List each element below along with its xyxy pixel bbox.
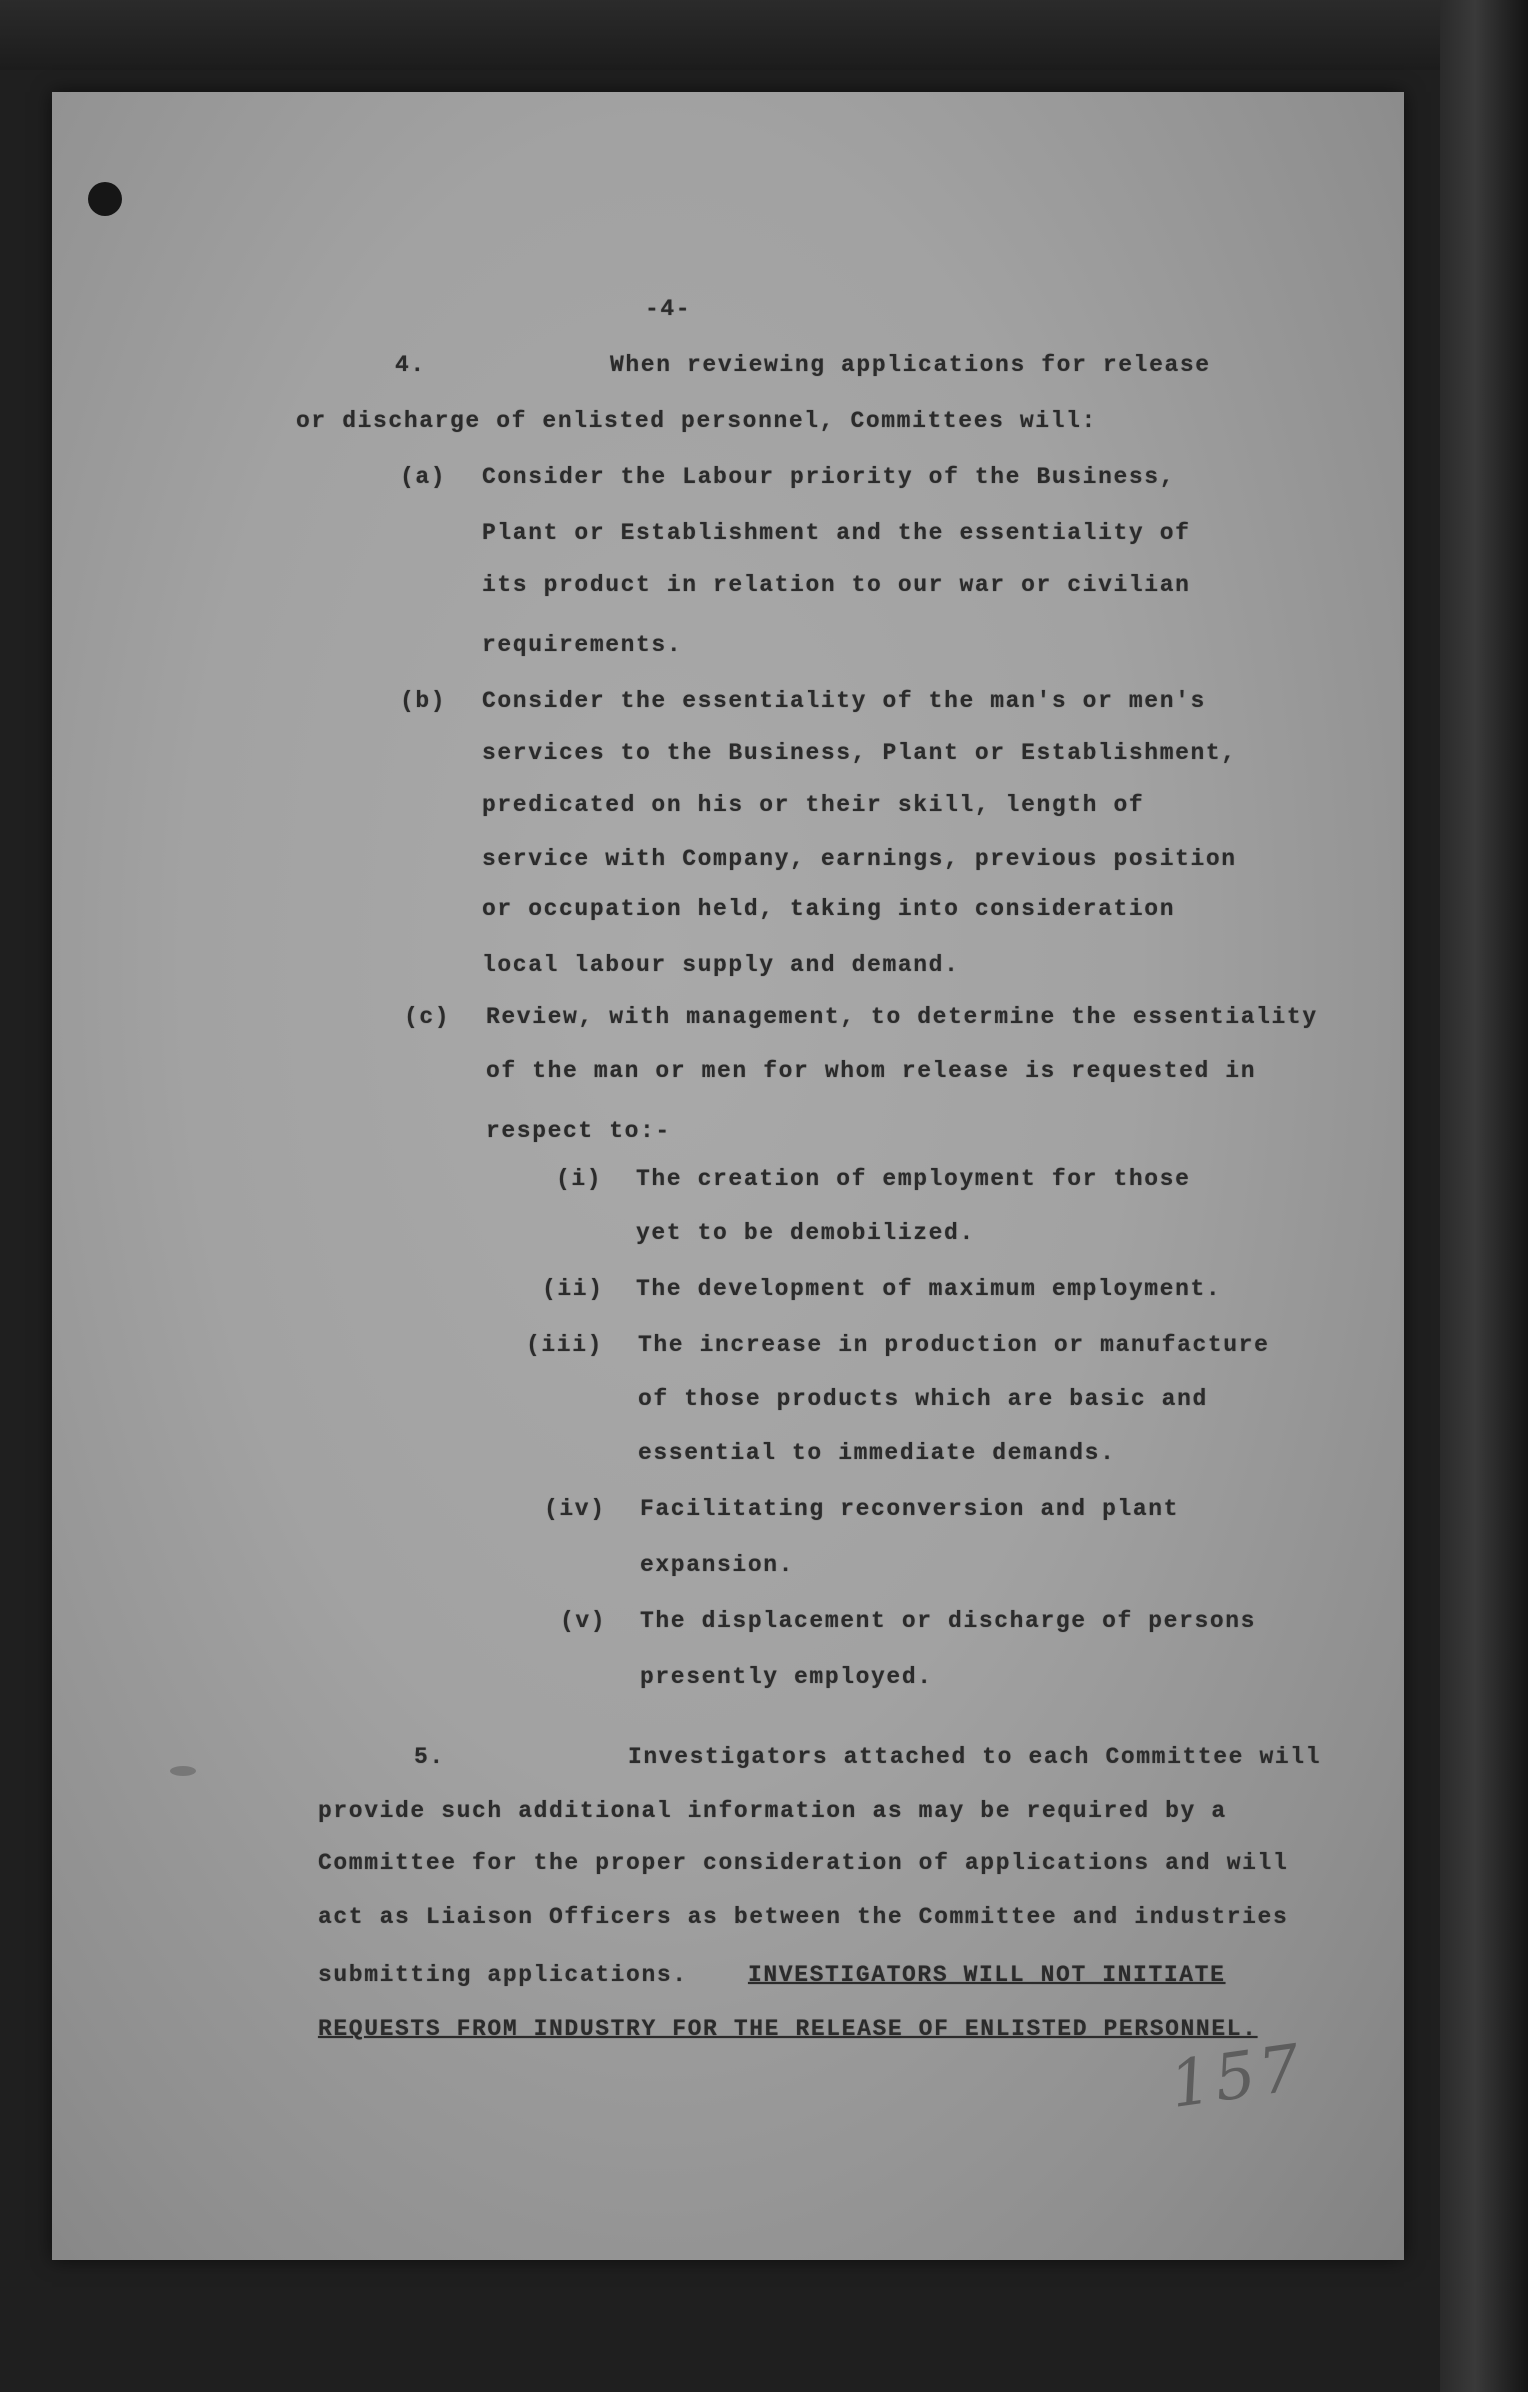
section-5-emphasis: INVESTIGATORS WILL NOT INITIATE xyxy=(748,1962,1226,1988)
punch-hole xyxy=(88,182,122,216)
subitem-iii-line: of those products which are basic and xyxy=(638,1386,1208,1412)
item-a-line: its product in relation to our war or civilian xyxy=(482,572,1191,598)
scan-border-right xyxy=(1440,0,1528,2392)
subitem-iii-label: (iii) xyxy=(526,1332,604,1358)
item-a-line: requirements. xyxy=(482,632,683,658)
section-4-intro-line: or discharge of enlisted personnel, Committees will: xyxy=(296,408,1097,434)
subitem-iv-line: expansion. xyxy=(640,1552,795,1578)
item-c-line: of the man or men for whom release is requested in xyxy=(486,1058,1257,1084)
subitem-v-line: presently employed. xyxy=(640,1664,933,1690)
handwritten-folio-number: 157 xyxy=(1165,2031,1309,2123)
subitem-i-line: yet to be demobilized. xyxy=(636,1220,975,1246)
subitem-iv-line: Facilitating reconversion and plant xyxy=(640,1496,1180,1522)
item-c-line: Review, with management, to determine the essentiality xyxy=(486,1004,1318,1030)
item-c-line: respect to:- xyxy=(486,1118,671,1144)
item-a-line: Consider the Labour priority of the Business, xyxy=(482,464,1176,490)
section-5-line: provide such additional information as may be required by a xyxy=(318,1798,1227,1824)
section-4-intro-line: When reviewing applications for release xyxy=(610,352,1211,378)
item-c-label: (c) xyxy=(404,1004,451,1030)
item-b-label: (b) xyxy=(400,688,447,714)
section-5-line: act as Liaison Officers as between the Committee and industries xyxy=(318,1904,1289,1930)
item-a-label: (a) xyxy=(400,464,447,490)
subitem-iii-line: The increase in production or manufacture xyxy=(638,1332,1270,1358)
subitem-iii-line: essential to immediate demands. xyxy=(638,1440,1116,1466)
subitem-i-line: The creation of employment for those xyxy=(636,1166,1191,1192)
item-b-line: Consider the essentiality of the man's or men's xyxy=(482,688,1206,714)
subitem-v-label: (v) xyxy=(560,1608,607,1634)
section-5-number: 5. xyxy=(414,1744,445,1770)
subitem-i-label: (i) xyxy=(556,1166,603,1192)
page-number: -4- xyxy=(645,296,692,322)
section-5-line: Investigators attached to each Committee will xyxy=(628,1744,1322,1770)
section-5-emphasis: REQUESTS FROM INDUSTRY FOR THE RELEASE OF ENLISTED PERSONNEL. xyxy=(318,2016,1258,2042)
subitem-ii-line: The development of maximum employment. xyxy=(636,1276,1222,1302)
item-a-line: Plant or Establishment and the essentiality of xyxy=(482,520,1191,546)
item-b-line: service with Company, earnings, previous position xyxy=(482,846,1237,872)
subitem-v-line: The displacement or discharge of persons xyxy=(640,1608,1257,1634)
scan-border-top xyxy=(0,0,1528,70)
item-b-line: or occupation held, taking into consideration xyxy=(482,896,1176,922)
section-5-line: Committee for the proper consideration of applications and will xyxy=(318,1850,1289,1876)
item-b-line: local labour supply and demand. xyxy=(482,952,960,978)
section-5-line: submitting applications. xyxy=(318,1962,688,1988)
item-b-line: predicated on his or their skill, length of xyxy=(482,792,1145,818)
subitem-ii-label: (ii) xyxy=(542,1276,604,1302)
item-b-line: services to the Business, Plant or Establishment, xyxy=(482,740,1237,766)
subitem-iv-label: (iv) xyxy=(544,1496,606,1522)
ink-smudge xyxy=(170,1766,196,1776)
section-4-number: 4. xyxy=(395,352,426,378)
